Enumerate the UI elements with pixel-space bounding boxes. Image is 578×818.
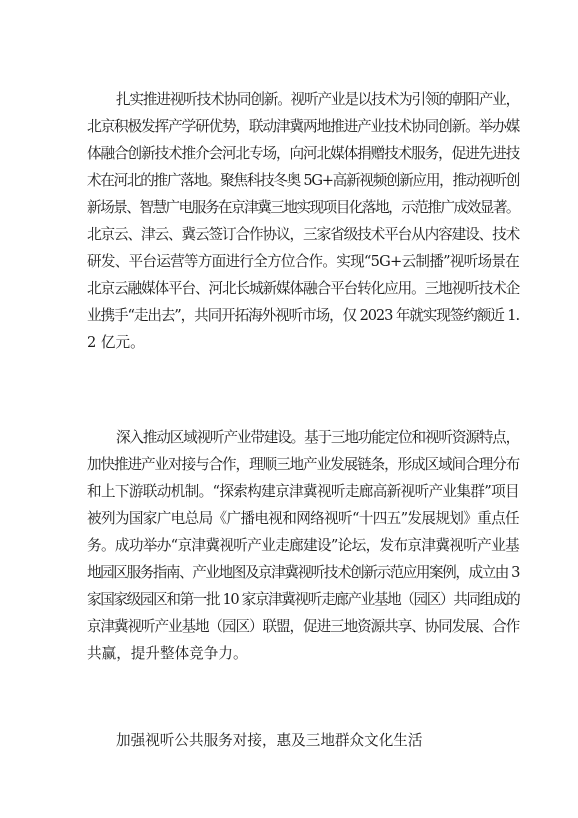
text-line: 北京积极发挥产学研优势，联动津冀两地推进产业技术协同创新。举办媒 bbox=[87, 118, 520, 135]
text-line: 务。成功举办“京津冀视听产业走廊建设”论坛，发布京津冀视听产业基 bbox=[87, 537, 519, 554]
text-line: 和上下游联动机制。“探索构建京津冀视听走廊高新视听产业集群”项目 bbox=[87, 483, 519, 500]
paragraph-tech-innovation bbox=[87, 86, 519, 356]
paragraph-industry-belt bbox=[87, 424, 519, 667]
text-line: 业携手“走出去”，共同开拓海外视听市场，仅 2023 年就实现签约额近 1. bbox=[87, 307, 519, 324]
text-line: 家国家级园区和第一批 10 家京津冀视听走廊产业基地（园区）共同组成的 bbox=[87, 591, 520, 608]
text-line: 地园区服务指南、产业地图及京津冀视听技术创新示范应用案例，成立由 3 bbox=[87, 564, 519, 581]
text-line: 加快推进产业对接与合作，理顺三地产业发展链条，形成区域间合理分布 bbox=[87, 456, 520, 473]
text-line: 京津冀视听产业基地（园区）联盟，促进三地资源共享、协同发展、合作 bbox=[87, 618, 520, 635]
text-line: 新场景、智慧广电服务在京津冀三地实现项目化落地，示范推广成效显著。 bbox=[87, 199, 519, 216]
text-line: 体融合创新技术推介会河北专场，向河北媒体捐赠技术服务，促进先进技 bbox=[87, 145, 520, 162]
text-line: 2 亿元。 bbox=[87, 334, 145, 351]
text-line: 扎实推进视听技术协同创新。视听产业是以技术为引领的朝阳产业， bbox=[116, 91, 519, 108]
text-line: 被列为国家广电总局《广播电视和网络视听“十四五”发展规划》重点任 bbox=[87, 510, 519, 527]
text-line: 加强视听公共服务对接，惠及三地群众文化生活 bbox=[116, 732, 423, 749]
text-line: 术在河北的推广落地。聚焦科技冬奥 5G+高新视频创新应用，推动视听创 bbox=[87, 172, 519, 189]
text-line: 北京云融媒体平台、河北长城新媒体融合平台转化应用。三地视听技术企 bbox=[87, 280, 520, 297]
text-line: 深入推动区域视听产业带建设。基于三地功能定位和视听资源特点， bbox=[116, 429, 519, 446]
text-line: 北京云、津云、冀云签订合作协议，三家省级技术平台从内容建设、技术 bbox=[87, 226, 520, 243]
paragraph-public-service-heading bbox=[87, 727, 519, 754]
text-line: 共赢，提升整体竞争力。 bbox=[87, 645, 248, 662]
text-line: 研发、平台运营等方面进行全方位合作。实现“5G+云制播”视听场景在 bbox=[87, 253, 519, 270]
